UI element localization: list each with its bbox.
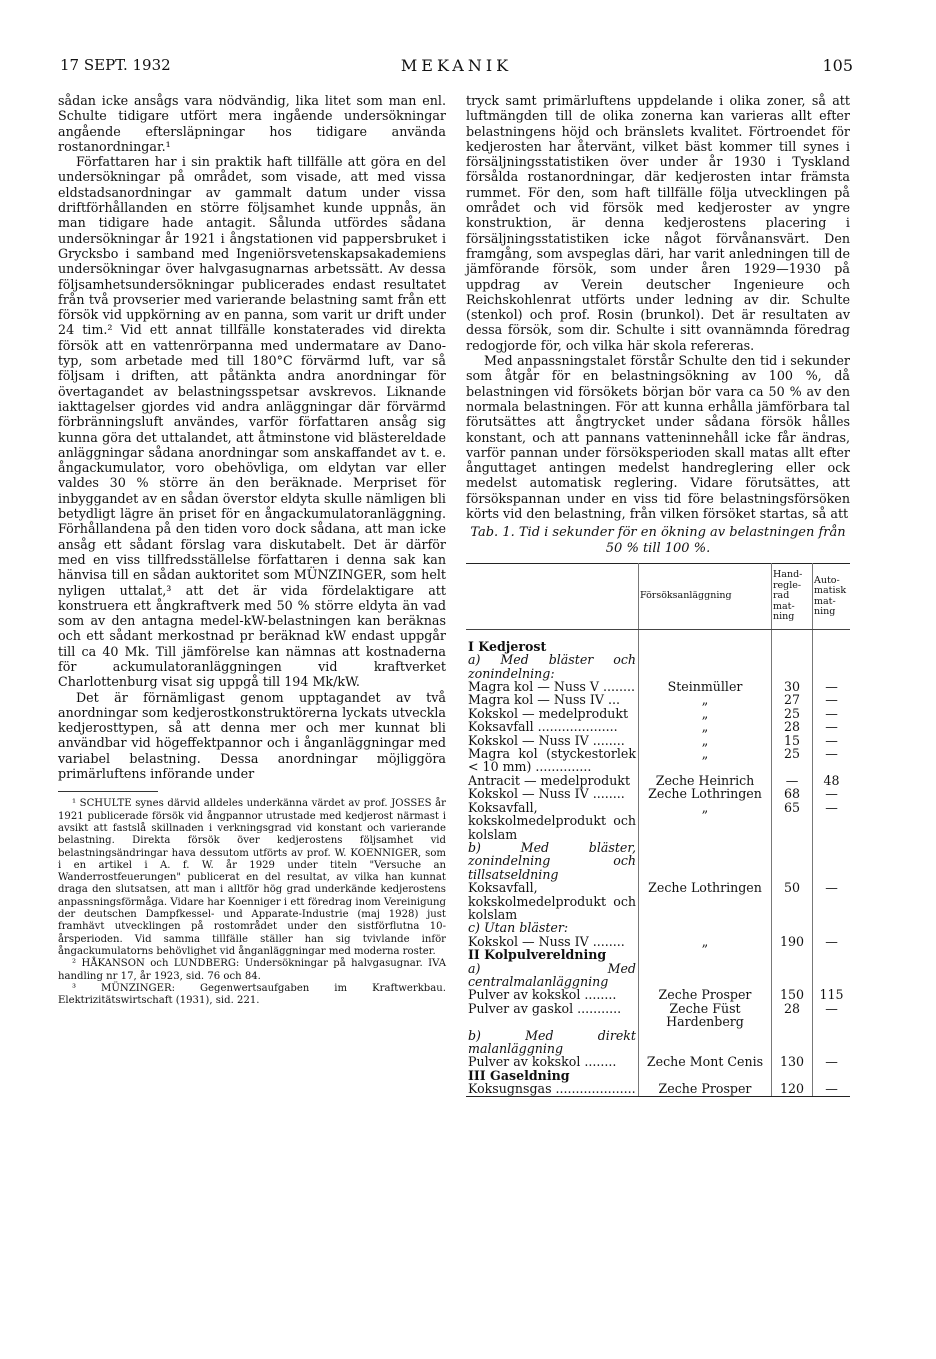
results-table — [466, 563, 850, 1096]
table-cell — [813, 640, 851, 653]
table-cell: 65 — [772, 801, 813, 841]
table-cell: I Kedjerost — [466, 640, 639, 653]
table-row — [466, 988, 850, 1001]
table-cell: Antracit — medelprodukt — [466, 774, 639, 787]
table-cell — [813, 629, 851, 640]
table-row — [466, 935, 850, 948]
table-cell: „ — [639, 734, 772, 747]
table-cell — [772, 962, 813, 989]
footnote: ¹ SCHULTE synes därvid alldeles underkänna värdet av prof. JOSSES år 1921 publicerade försök vid ångpannor utrustade med kedjerost närmast i avsikt att fastslå skillnaden i verkningsgrad vid konstant och varierande belastning. Direkta försök över kedjerostens följsamhet vid belastningsändringar hava dessutom utförts av prof. W. KOENNIGER, som i en artikel i A. f. W. år 1929 under titeln "Versuche an Wanderrostfeuerungen" publicerat en del resultat, av vilka han kunnat draga den slutsatsen, att man i alltför hög grad underkände kedjerostens anpassningsförmåga. Vidare har Koenniger i ett föredrag inom Vereinigung der deutschen Dampfkessel- und Apparate-Industrie (maj 1928) just framhävt utvecklingen på rostområdet under den sistförflutna 10-årsperioden. Vid samma tillfälle ställer han sig tvivlande inför ångackumulatorns behövlighet vid ånganläggningar med moderna roster. — [58, 798, 446, 957]
table-cell: „ — [639, 720, 772, 733]
table-body — [466, 629, 850, 1096]
page-header — [60, 56, 853, 82]
table-cell — [639, 921, 772, 934]
table-cell: — — [825, 746, 838, 762]
table-cell: — — [813, 1082, 851, 1096]
table-cell: b) Med direkt malanläggning — [466, 1029, 639, 1056]
table-row — [466, 774, 850, 787]
table-cell: Koksavfall, kokskolmedelprodukt och kolslam — [466, 881, 639, 921]
table-cell: 28 — [772, 720, 813, 733]
table-cell: „ — [639, 801, 772, 841]
table-cell: „ — [639, 935, 772, 948]
table-cell: „ — [639, 693, 772, 706]
table-cell: — — [825, 705, 838, 721]
table-cell: 25 — [772, 707, 813, 720]
table-cell: 115 — [819, 987, 844, 1003]
table-cell: Zeche Lothringen — [639, 787, 772, 800]
table-cell: — — [825, 732, 838, 748]
table-row — [466, 801, 850, 841]
table-cell: Koksavfall, kokskolmedelprodukt och kolslam — [466, 801, 639, 841]
body-paragraph: Det är förnämligast genom upptagandet av två anordningar som kedjerostkonstruktörerna lyckats utveckla kedjerosttypen, så att denna mer och mer kunnat bli användbar vid högeffektpannor och i ånganläggningar med variabel belastning. Dessa anordningar möjliggöra primärluftens införande under — [58, 689, 446, 782]
journal-title: MEKANIK — [400, 56, 513, 75]
table-cell: 48 — [823, 772, 840, 788]
table-cell: III Gaseldning — [466, 1069, 639, 1082]
left-column — [58, 93, 446, 1007]
table-cell: — — [825, 719, 838, 735]
table-row — [466, 1055, 850, 1068]
table-cell: Zeche Mont Cenis — [639, 1055, 772, 1068]
table-caption: Tab. 1. Tid i sekunder för en ökning av belastningen från 50 % till 100 %. — [470, 525, 846, 557]
table-cell: Koksugnsgas .................... — [466, 1082, 639, 1096]
table-row — [466, 841, 850, 881]
table-cell — [772, 653, 813, 680]
table-cell: 190 — [772, 935, 813, 948]
table-cell — [639, 1029, 772, 1056]
table-row — [466, 720, 850, 733]
table-cell: — — [772, 774, 813, 787]
table-cell: a) Med bläster och zonindelning: — [466, 653, 639, 680]
table-row — [466, 680, 850, 693]
table-cell — [639, 1069, 772, 1082]
table-cell: — — [825, 692, 838, 708]
table-cell: Pulver av gaskol ........... — [466, 1002, 639, 1029]
table-cell — [772, 640, 813, 653]
table-cell — [772, 948, 813, 961]
table-cell: Koksavfall .................... — [466, 720, 639, 733]
issue-date: 17 SEPT. 1932 — [60, 56, 171, 74]
page-number: 105 — [822, 56, 853, 75]
table-row — [466, 881, 850, 921]
table-cell — [813, 948, 851, 961]
right-column — [466, 93, 850, 1097]
table-header-cell: Försöksanläggning — [639, 564, 772, 630]
table-cell — [813, 841, 851, 881]
table-row — [466, 1082, 850, 1096]
table-row — [466, 1002, 850, 1029]
table-cell — [772, 921, 813, 934]
table-cell — [813, 1069, 851, 1082]
table-cell: Kokskol — Nuss IV ........ — [466, 935, 639, 948]
table-cell: a) Med centralmalanläggning — [466, 962, 639, 989]
table-cell: 30 — [772, 680, 813, 693]
table-cell — [639, 948, 772, 961]
table-cell: 130 — [772, 1055, 813, 1068]
table-cell: II Kolpulvereldning — [466, 948, 639, 961]
table-cell — [639, 653, 772, 680]
table-cell: Zeche Prosper — [639, 988, 772, 1001]
table-cell: — — [825, 679, 838, 695]
table-cell: 150 — [772, 988, 813, 1001]
table-cell — [813, 1029, 851, 1056]
table-cell: Pulver av kokskol ........ — [466, 988, 639, 1001]
table-cell: Kokskol — Nuss IV ........ — [466, 787, 639, 800]
table-row — [466, 653, 850, 680]
table-row — [466, 1069, 850, 1082]
table-cell: — — [825, 799, 838, 815]
table-cell: — — [825, 1054, 838, 1070]
table-cell — [772, 1069, 813, 1082]
table-cell: Zeche Füst Hardenberg — [639, 1002, 772, 1029]
table-cell: — — [825, 880, 838, 896]
table-cell: 50 — [772, 881, 813, 921]
table-header-row — [466, 564, 850, 630]
table-cell: Steinmüller — [639, 680, 772, 693]
table-row — [466, 693, 850, 706]
table-cell: Zeche Heinrich — [639, 774, 772, 787]
table-header-cell — [466, 564, 639, 630]
body-paragraph: tryck samt primärluftens uppdelande i olika zoner, så att luftmängden till de olika zonerna kan varieras allt efter belastningens höjd och bränslets kvalitet. Förtroendet för kedjerosten har återvänt, vilket bäst kommer till synes i försäljningsstatistiken över under år 1930 i Tyskland försålda rostanordningar, där kedjerosten intar främsta rummet. För den, som haft tillfälle följa utvecklingen på området och vid försök med kedjeroster av yngre konstruktion, är denna kedjerostens placering i försäljningsstatistiken icke något förvånansvärt. Den framgång, som avspeglas däri, har varit anledningen till de jämförande försök, som under åren 1929—1930 på uppdrag av Verein deutscher Ingenieure och Reichskohlenrat utförts under ledning av dir. Schulte (stenkol) och prof. Rosin (brunkol). Det är resultaten av dessa försök, som dir. Schulte i sitt ovannämnda föredrag redogjorde för, och vilka här skola refereras. — [466, 93, 850, 353]
table-cell: Magra kol — Nuss IV ... — [466, 693, 639, 706]
table-cell: Zeche Lothringen — [639, 881, 772, 921]
body-paragraph: Med anpassningstalet förstår Schulte den tid i sekunder som åtgår för en belastningsökning av 100 %, då belastningen vid försökets början bör vara ca 50 % av den normala belastningen. För att kunna erhålla jämförbara tal förutsättes att ångtrycket under sådana försök hålles konstant, och att pannans vatteninnehåll icke får ändras, varför pannan under försöksperioden skall matas allt efter ånguttaget antingen medelst handreglering eller ock medelst automatisk reglering. Vidare förutsättes, att försökspannan under en viss tid före belastningsförsöken körts vid den belastning, från vilken försöket startas, så att — [466, 353, 850, 522]
table-cell: 25 — [772, 747, 813, 774]
table-cell: 28 — [772, 1002, 813, 1029]
table-row — [466, 640, 850, 653]
footnote: ³ MÜNZINGER: Gegenwertsaufgaben im Kraftwerkbau. Elektrizitätswirtschaft (1931), sid. 221. — [58, 982, 446, 1007]
table-cell: 68 — [772, 787, 813, 800]
table-cell — [639, 640, 772, 653]
table-cell: Pulver av kokskol ........ — [466, 1055, 639, 1068]
table-row — [466, 787, 850, 800]
footnote: ² HÅKANSON och LUNDBERG: Undersökningar på halvgasugnar. IVA handling nr 17, år 1923, sid. 76 och 84. — [58, 958, 446, 982]
table-row — [466, 747, 850, 774]
table-cell: b) Med bläster, zonindelning och tillsatseldning — [466, 841, 639, 881]
body-paragraph: Författaren har i sin praktik haft tillfälle att göra en del undersökningar på området, som visade, att med vissa eldstadsanordningar av gammalt datum under vissa driftförhållanden en större följsamhet kunde uppnås, än man tidigare hade antagit. Sålunda utfördes sådana undersökningar år 1921 i ångstationen vid pappersbruket i Grycksbo i samband med Ingeniörsvetenskapsakademiens undersökningar över halvgasugnarnas arbetssätt. Av dessa följsamhetsundersökningar publicerades endast resultatet från två provserier med varierande belastning samt från ett försök vid uppkörning av en panna, som varit ur drift under 24 tim.² Vid ett annat tillfälle konstaterades vid direkta försök att en vattenrörpanna med undermatare av Dano-typ, som arbetade med till 180°C förvärmd luft, var så följsam i driften, att påtänkta andra anordningar för övertagandet av belastningsspetsar avskrevos. Liknande iakttagelser gjordes vid andra anläggningar där förvärmd förbränningsluft användes, varför författaren ansåg sig kunna göra det uttalandet, att åtminstone vid blästereldade anläggningar sådana anordningar som anskaffandet av t. e. ångackumulator, voro obehövliga, om eldytan var eller valdes 30 % större än den beräknade. Merpriset för inbyggandet av en sådan överstor eldyta skulle nämligen bli betydligt lägre än priset för en ångackumulatoranläggning. Förhållandena på den tiden voro dock sådana, att man icke ansåg ett sådant förslag vara diskutabelt. Det är därför med en viss tillfredsställelse författaren i denna sak kan hänvisa till en sådan auktoritet som MÜNZINGER, som helt nyligen uttalat,³ att det är vida fördelaktigare att konstruera ett ångkraftverk med 50 % större eldyta än vad som av den antagna medel-kW-belastningen kan beräknas och ett sådant merkostnad pr beräknad kW endast uppgår till ca 40 Mk. Till jämförelse kan nämnas att kostnaderna för ackumulatoranläggningen vid kraftverket Charlottenburg visat sig uppgå till 194 Mk/kW. — [58, 154, 446, 690]
table-cell: 27 — [772, 693, 813, 706]
table-header-cell: Hand-regle-rad mat-ning — [772, 564, 813, 630]
table-row — [466, 962, 850, 989]
table-cell — [813, 921, 851, 934]
table-cell — [772, 841, 813, 881]
table-cell — [813, 653, 851, 680]
table-row — [466, 707, 850, 720]
table-cell: Zeche Prosper — [639, 1082, 772, 1096]
table-cell: c) Utan bläster: — [466, 921, 639, 934]
table-cell: Magra kol (styckestorlek < 10 mm) .............. — [466, 747, 639, 774]
table-cell: — — [825, 933, 838, 949]
table-row — [466, 1029, 850, 1056]
footnote-divider — [58, 791, 158, 792]
table-header-cell: Auto-matisk mat-ning — [813, 564, 851, 630]
table-row — [466, 921, 850, 934]
table-row — [466, 948, 850, 961]
table-cell: — — [825, 786, 838, 802]
table-cell: Kokskol — medelprodukt — [466, 707, 639, 720]
table-cell — [639, 629, 772, 640]
table-cell — [813, 962, 851, 989]
body-paragraph: sådan icke ansågs vara nödvändig, lika litet som man enl. Schulte tidigare utfört mera ingående undersökningar angående eftersläpningar hos tidigare använda rostanordningar.¹ — [58, 93, 446, 154]
table-cell: 15 — [772, 734, 813, 747]
table-cell — [772, 1029, 813, 1056]
table-cell: „ — [639, 747, 772, 774]
table-cell: Magra kol — Nuss V ........ — [466, 680, 639, 693]
table-cell — [639, 962, 772, 989]
table-cell: Kokskol — Nuss IV ........ — [466, 734, 639, 747]
table-cell — [772, 629, 813, 640]
table-cell: — — [825, 1000, 838, 1016]
table-row — [466, 734, 850, 747]
table-cell: „ — [639, 707, 772, 720]
table-cell: 120 — [772, 1082, 813, 1096]
table-cell — [639, 841, 772, 881]
